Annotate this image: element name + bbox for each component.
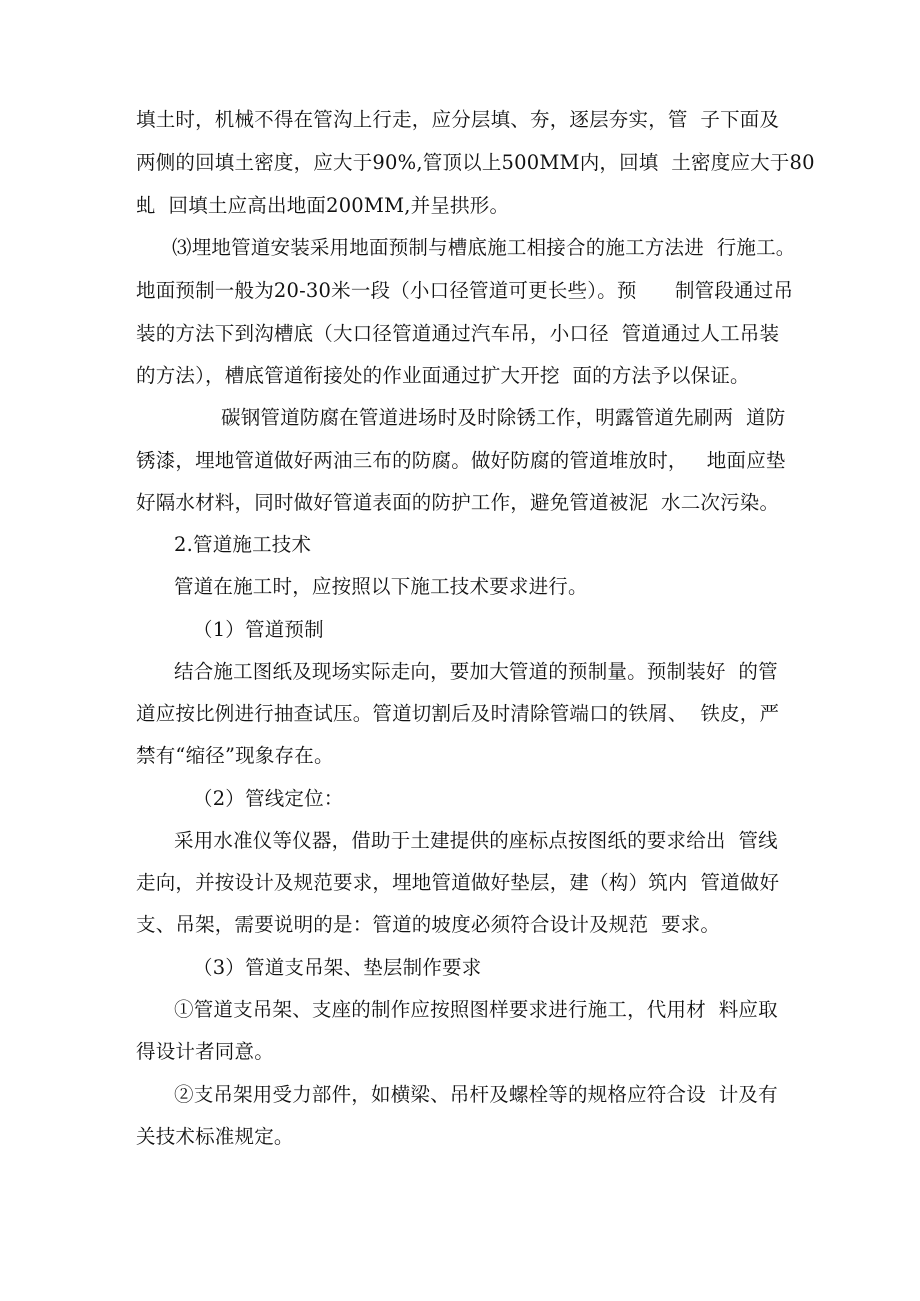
text-line: 得设计者同意。 [136, 1040, 274, 1063]
text-line: 的方法），槽底管道衔接处的作业面通过扩大开挖 面的方法予以保证。 [136, 364, 750, 387]
text-line: 好隔水材料，同时做好管道表面的防护工作，避免管道被泥 水二次污染。 [136, 491, 780, 514]
subsection-heading: （2）管线定位： [193, 787, 344, 810]
text-line: 填土时，机械不得在管沟上行走，应分层填、夯，逐层夯实，管 子下面及 [136, 108, 780, 131]
text-line: 地面预制一般为20-30米一段（小口径管道可更长些）。预 制管段通过吊 [136, 279, 794, 302]
text-line: 锈漆，埋地管道做好两油三布的防腐。做好防腐的管道堆放时， 地面应垫 [136, 449, 786, 472]
section-heading: 2.管道施工技术 [174, 533, 312, 556]
text-line: 管道在施工时，应按照以下施工技术要求进行。 [174, 575, 588, 598]
text-line: 结合施工图纸及现场实际走向，要加大管道的预制量。预制装好 的管 [174, 660, 778, 683]
text-line: 禁有“缩径”现象存在。 [136, 744, 334, 767]
text-line: ②支吊架用受力部件，如横梁、吊杆及螺栓等的规格应符合设 计及有 [174, 1083, 778, 1106]
text-line: 虬 回填土应高出地面200MM,并呈拱形。 [136, 194, 510, 217]
text-line: 装的方法下到沟槽底（大口径管道通过汽车吊，小口径 管道通过人工吊装 [136, 322, 780, 345]
text-line: ①管道支吊架、支座的制作应按照图样要求进行施工，代用材 料应取 [174, 998, 778, 1021]
text-line: 碳钢管道防腐在管道进场时及时除锈工作，明露管道先刷两 道防 [221, 406, 786, 429]
text-line: 道应按比例进行抽查试压。管道切割后及时清除管端口的铁屑、 铁皮，严 [136, 702, 780, 725]
text-line: ⑶埋地管道安装采用地面预制与槽底施工相接合的施工方法进 行施工。 [172, 236, 796, 259]
text-line: 关技术标准规定。 [136, 1125, 294, 1148]
text-line: 走向，并按设计及规范要求，埋地管道做好垫层，建（构）筑内 管道做好 [136, 871, 780, 894]
subsection-heading: （3）管道支吊架、垫层制作要求 [193, 956, 482, 979]
subsection-heading: （1）管道预制 [193, 618, 324, 641]
text-line: 两侧的回填土密度，应大于90%,管顶以上500MM内，回填 土密度应大于80 [136, 151, 815, 174]
text-line: 支、吊架，需要说明的是：管道的坡度必须符合设计及规范 要求。 [136, 913, 721, 936]
text-line: 采用水准仪等仪器，借助于土建提供的座标点按图纸的要求给出 管线 [174, 829, 778, 852]
